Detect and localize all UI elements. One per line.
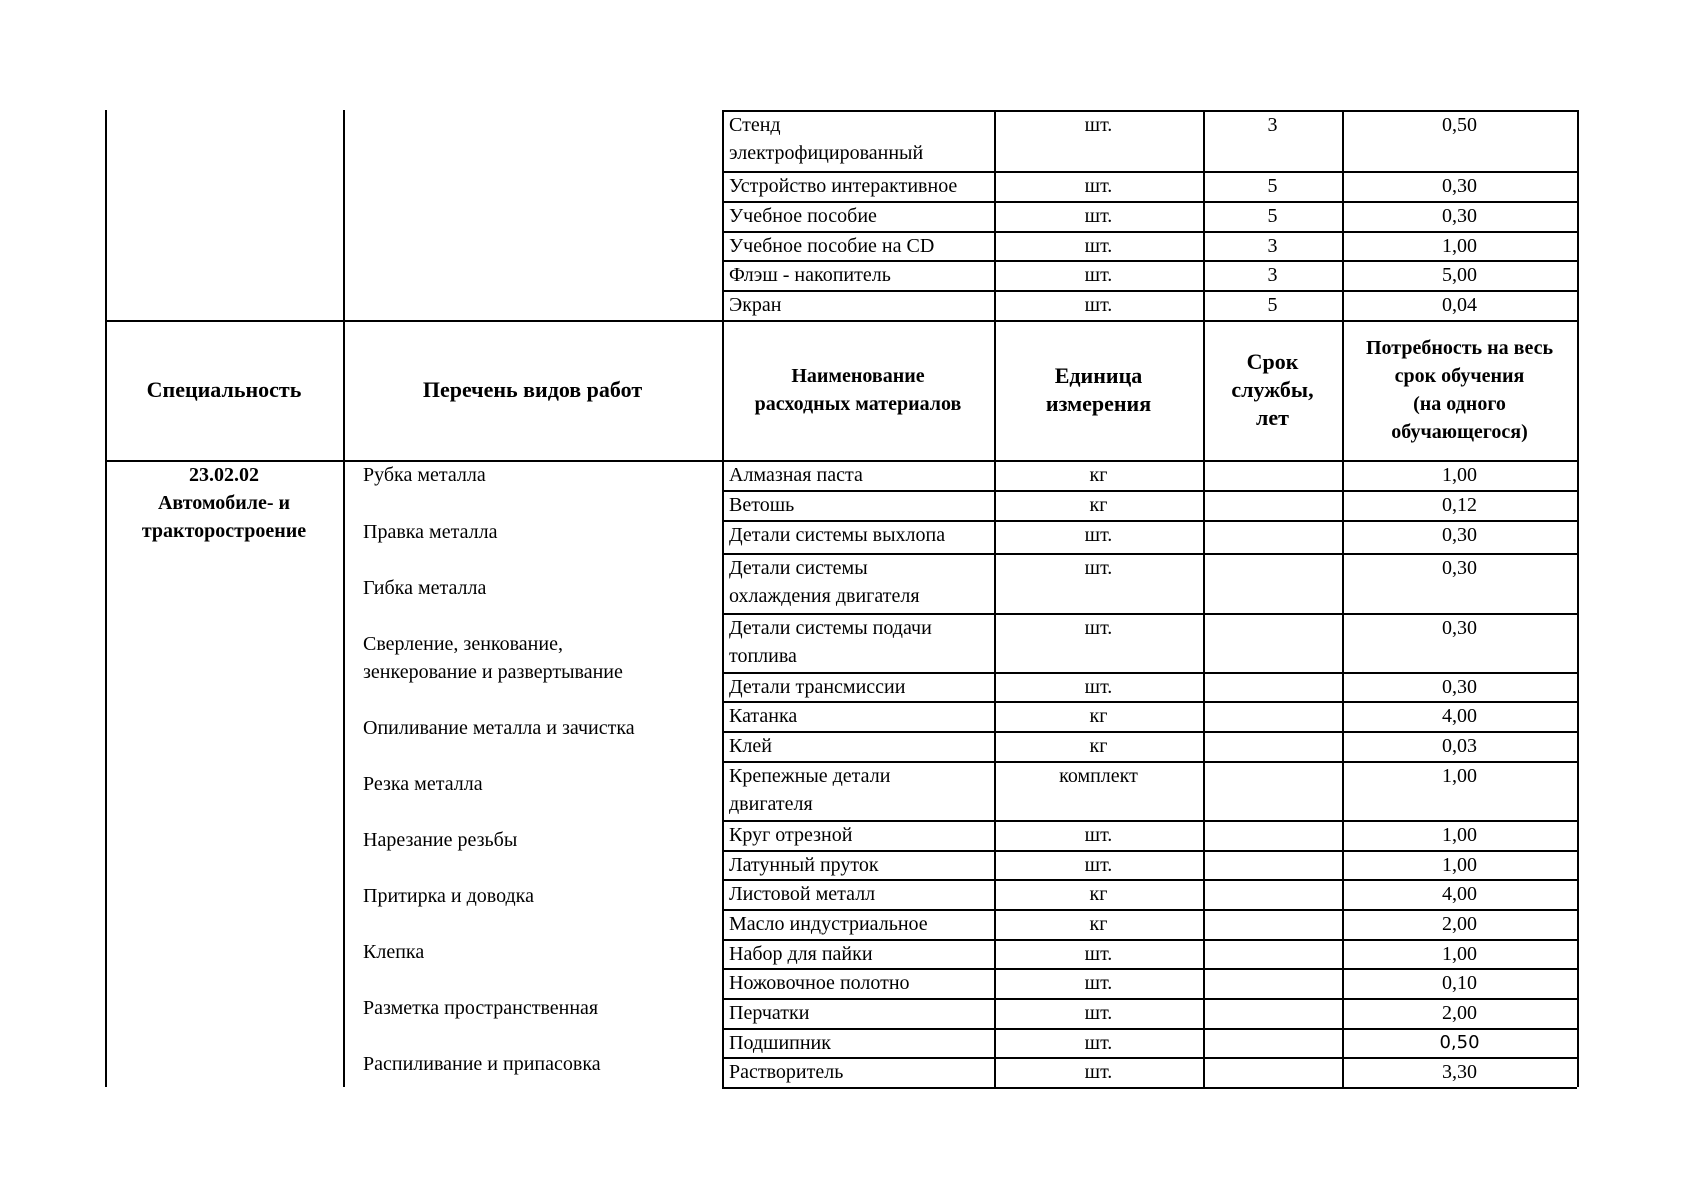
work-type-item	[343, 518, 722, 546]
material-name-line: Круг отрезной	[729, 824, 853, 846]
material-unit: комплект	[1059, 765, 1138, 787]
material-name	[724, 999, 992, 1027]
specialty-code-name-line: 23.02.02	[189, 464, 259, 486]
header-need-line: Потребность на весь	[1365, 337, 1554, 359]
material-service-life	[1203, 702, 1342, 730]
material-name-line: Клей	[729, 735, 772, 757]
material-name	[724, 491, 992, 519]
material-name-line: Листовой металл	[729, 883, 876, 905]
material-unit: кг	[1089, 735, 1108, 757]
work-type-item-line: Распиливание и припасовка	[363, 1053, 601, 1075]
material-unit: шт.	[1084, 943, 1113, 965]
work-type-item-line: Правка металла	[363, 521, 498, 543]
work-type-item	[343, 630, 722, 686]
work-type-item	[343, 826, 722, 854]
material-unit: шт.	[1084, 1061, 1113, 1083]
header-specialty: Специальность	[146, 377, 302, 402]
material-name	[724, 762, 992, 818]
material-service-life	[1203, 762, 1342, 790]
material-need: 0,30	[1442, 557, 1477, 579]
material-service-life	[1203, 732, 1342, 760]
material-need: 2,00	[1442, 913, 1477, 935]
material-name	[724, 614, 992, 670]
material-name-line: Катанка	[729, 705, 798, 727]
top-row-service-life: 5	[1267, 294, 1278, 316]
work-type-item-line: Притирка и доводка	[363, 885, 534, 907]
header-life	[1203, 320, 1342, 460]
top-row-unit: шт.	[1084, 205, 1113, 227]
material-name	[724, 554, 992, 610]
material-need: 2,00	[1442, 1002, 1477, 1024]
header-material-line: расходных материалов	[754, 393, 962, 415]
work-type-item	[343, 574, 722, 602]
material-name	[724, 940, 992, 968]
top-row-material-name-line: электрофицированный	[729, 142, 924, 164]
work-type-item-line: Нарезание резьбы	[363, 829, 518, 851]
material-name-line: Ножовочное полотно	[729, 972, 910, 994]
top-row-material-name	[724, 202, 992, 230]
top-row-material-name-line: Флэш - накопитель	[729, 264, 891, 286]
material-unit: кг	[1089, 913, 1108, 935]
material-name-line: Латунный пруток	[729, 854, 879, 876]
header-material-line: Наименование	[791, 365, 925, 387]
work-type-item	[343, 882, 722, 910]
material-name-line: Детали системы	[729, 557, 868, 579]
material-name	[724, 461, 992, 489]
specialty-code-name	[105, 461, 343, 545]
header-need-line: обучающегося)	[1391, 421, 1528, 443]
material-service-life	[1203, 491, 1342, 519]
material-name-line: Набор для пайки	[729, 943, 873, 965]
top-row-service-life: 3	[1267, 235, 1278, 257]
header-material	[722, 320, 994, 460]
material-name	[724, 821, 992, 849]
material-name-line: Крепежные детали	[729, 765, 891, 787]
material-service-life	[1203, 910, 1342, 938]
material-unit: шт.	[1084, 824, 1113, 846]
material-name	[724, 1058, 992, 1086]
top-row-service-life: 3	[1267, 114, 1278, 136]
material-name	[724, 969, 992, 997]
work-type-item	[343, 1050, 722, 1078]
material-need: 1,00	[1442, 943, 1477, 965]
header-need-line: срок обучения	[1394, 365, 1525, 387]
material-service-life	[1203, 554, 1342, 582]
top-row-need: 0,04	[1442, 294, 1477, 316]
material-service-life	[1203, 851, 1342, 879]
material-unit: шт.	[1084, 972, 1113, 994]
top-row-need: 1,00	[1442, 235, 1477, 257]
work-type-item-line: Сверление, зенкование,	[363, 633, 563, 655]
material-unit: шт.	[1084, 854, 1113, 876]
work-type-item	[343, 938, 722, 966]
top-row-unit: шт.	[1084, 175, 1113, 197]
material-need: 0,50	[1439, 1032, 1480, 1053]
top-row-need: 5,00	[1442, 264, 1477, 286]
table-vertical-rule	[1577, 110, 1579, 1087]
top-row-service-life: 5	[1267, 175, 1278, 197]
header-unit-line: измерения	[1045, 391, 1152, 416]
header-life-line: службы,	[1231, 377, 1314, 402]
top-row-unit: шт.	[1084, 294, 1113, 316]
table-vertical-rule	[105, 110, 107, 1087]
material-service-life	[1203, 821, 1342, 849]
header-works-list: Перечень видов работ	[422, 377, 643, 402]
top-row-material-name-line: Устройство интерактивное	[729, 175, 958, 197]
top-row-unit: шт.	[1084, 114, 1113, 136]
specialty-code-name-line: тракторостроение	[141, 520, 307, 542]
material-name-line: Детали системы выхлопа	[729, 524, 946, 546]
work-type-item-line: зенкерование и развертывание	[363, 661, 623, 683]
material-name-line: двигателя	[729, 793, 813, 815]
header-need	[1342, 320, 1577, 460]
work-type-item	[343, 461, 722, 489]
material-unit: шт.	[1084, 524, 1113, 546]
material-need: 0,03	[1442, 735, 1477, 757]
work-type-item	[343, 770, 722, 798]
header-need-line: (на одного	[1413, 393, 1506, 415]
material-service-life	[1203, 999, 1342, 1027]
material-need: 1,00	[1442, 765, 1477, 787]
material-name-line: Детали системы подачи	[729, 617, 932, 639]
material-name-line: охлаждения двигателя	[729, 585, 920, 607]
material-unit: шт.	[1084, 1002, 1113, 1024]
material-unit: шт.	[1084, 1032, 1113, 1054]
top-row-material-name-line: Экран	[729, 294, 782, 316]
material-service-life	[1203, 1029, 1342, 1057]
top-row-material-name	[724, 232, 992, 260]
top-row-need: 0,50	[1442, 114, 1477, 136]
material-name-line: Перчатки	[729, 1002, 810, 1024]
material-service-life	[1203, 1058, 1342, 1086]
material-unit: кг	[1089, 494, 1108, 516]
material-need: 4,00	[1442, 883, 1477, 905]
material-need: 4,00	[1442, 705, 1477, 727]
top-row-material-name	[724, 172, 992, 200]
material-need: 0,12	[1442, 494, 1477, 516]
material-unit: шт.	[1084, 676, 1113, 698]
material-need: 0,30	[1442, 524, 1477, 546]
top-row-material-name	[724, 261, 992, 289]
material-name	[724, 702, 992, 730]
material-service-life	[1203, 880, 1342, 908]
material-unit: шт.	[1084, 557, 1113, 579]
material-unit: кг	[1089, 705, 1108, 727]
material-name-line: топлива	[729, 645, 797, 667]
material-service-life	[1203, 521, 1342, 549]
header-life-line: Срок	[1246, 349, 1299, 374]
work-type-item	[343, 714, 722, 742]
material-need: 3,30	[1442, 1061, 1477, 1083]
header-life-line: лет	[1256, 405, 1289, 430]
top-row-material-name-line: Учебное пособие на CD	[729, 235, 935, 257]
work-type-item-line: Рубка металла	[363, 464, 486, 486]
material-service-life	[1203, 940, 1342, 968]
material-name	[724, 732, 992, 760]
top-row-unit: шт.	[1084, 264, 1113, 286]
material-need: 0,10	[1442, 972, 1477, 994]
top-row-material-name-line: Стенд	[729, 114, 781, 136]
material-name	[724, 851, 992, 879]
header-unit-line: Единица	[1054, 363, 1143, 388]
material-name	[724, 673, 992, 701]
header-unit	[994, 320, 1203, 460]
work-type-item	[343, 994, 722, 1022]
material-unit: шт.	[1084, 617, 1113, 639]
material-need: 0,30	[1442, 617, 1477, 639]
material-name	[724, 1029, 992, 1057]
work-type-item-line: Резка металла	[363, 773, 483, 795]
material-unit: кг	[1089, 883, 1108, 905]
material-name-line: Масло индустриальное	[729, 913, 928, 935]
material-service-life	[1203, 673, 1342, 701]
material-name	[724, 910, 992, 938]
material-need: 1,00	[1442, 464, 1477, 486]
material-name-line: Подшипник	[729, 1032, 831, 1054]
top-row-material-name	[724, 111, 992, 167]
material-need: 0,30	[1442, 676, 1477, 698]
material-name-line: Ветошь	[729, 494, 795, 516]
material-name-line: Алмазная паста	[729, 464, 863, 486]
material-service-life	[1203, 461, 1342, 489]
top-row-need: 0,30	[1442, 175, 1477, 197]
material-service-life	[1203, 969, 1342, 997]
work-type-item-line: Гибка металла	[363, 577, 487, 599]
work-type-item-line: Опиливание металла и зачистка	[363, 717, 635, 739]
material-need: 1,00	[1442, 854, 1477, 876]
top-row-material-name	[724, 291, 992, 319]
top-row-service-life: 3	[1267, 264, 1278, 286]
material-name-line: Детали трансмиссии	[729, 676, 906, 698]
material-service-life	[1203, 614, 1342, 642]
top-row-unit: шт.	[1084, 235, 1113, 257]
top-row-need: 0,30	[1442, 205, 1477, 227]
material-name	[724, 880, 992, 908]
material-need: 1,00	[1442, 824, 1477, 846]
table-horizontal-rule	[722, 1087, 1577, 1089]
material-name	[724, 521, 992, 549]
top-row-service-life: 5	[1267, 205, 1278, 227]
material-name-line: Растворитель	[729, 1061, 844, 1083]
material-unit: кг	[1089, 464, 1108, 486]
top-row-material-name-line: Учебное пособие	[729, 205, 877, 227]
work-type-item-line: Клепка	[363, 941, 425, 963]
work-type-item-line: Разметка пространственная	[363, 997, 599, 1019]
specialty-code-name-line: Автомобиле- и	[157, 492, 291, 514]
